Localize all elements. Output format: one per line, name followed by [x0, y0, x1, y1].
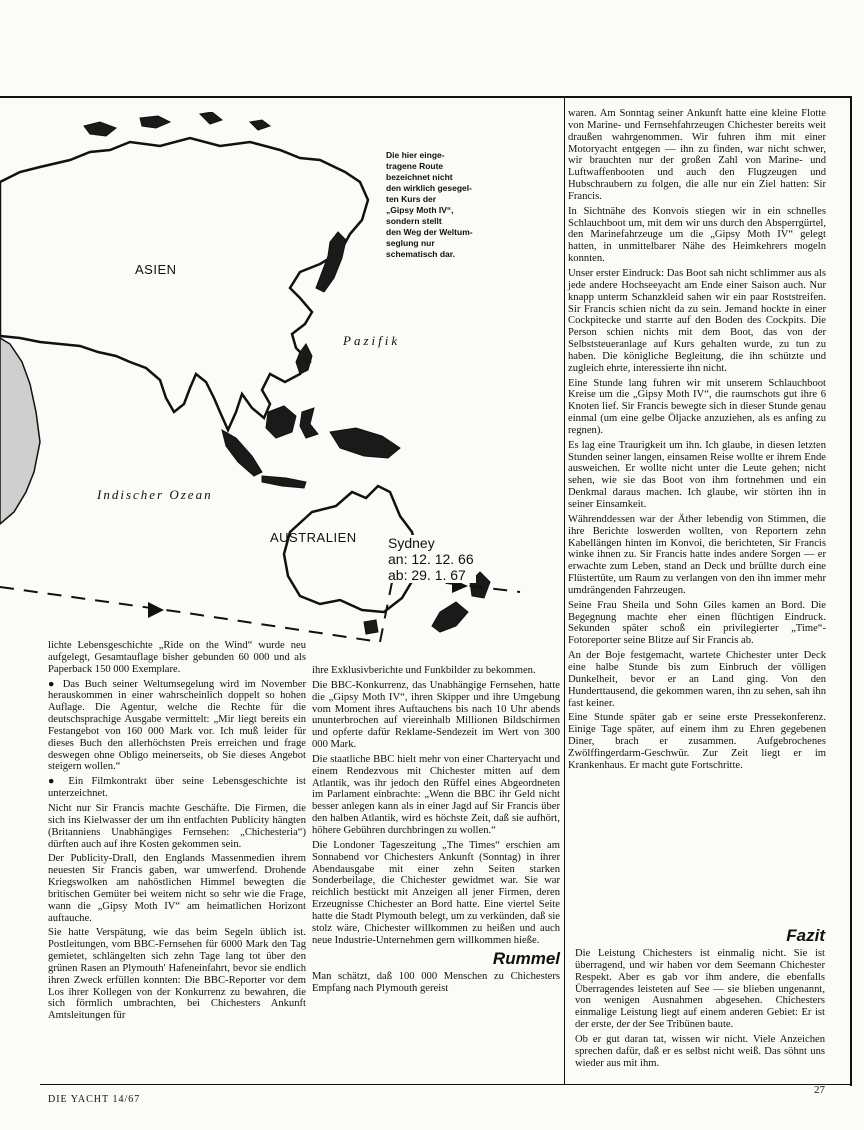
article-column-1 — [48, 640, 306, 1025]
sulawesi — [300, 408, 318, 438]
map-frame-top — [0, 96, 852, 98]
paragraph: Man schätzt, daß 100 000 Menschen zu Chichesters Empfang nach Plymouth gereist — [312, 971, 560, 995]
arctic-island — [200, 112, 222, 124]
borneo — [266, 406, 296, 438]
arctic-island — [140, 116, 170, 128]
page-number: 27 — [814, 1084, 825, 1096]
new-zealand — [432, 602, 468, 632]
sumatra — [222, 430, 262, 476]
paragraph: Eine Stunde lang fuhren wir mit unserem Schlauchboot Kreise um die „Gipsy Moth IV“, die raumschots gut ihre 6 Knoten lief. Sir Francis bewegte sich in dieser Stunde genau einmal (um eine gelbe Öljacke anzuziehen, als es anfing zu regnen). — [568, 377, 826, 436]
philippines — [296, 344, 312, 374]
bullet-paragraph: ● Ein Filmkontrakt über seine Lebensgeschichte ist unterzeichnet. — [48, 776, 306, 800]
footer-rule — [40, 1084, 852, 1085]
map-label-asia: ASIEN — [135, 262, 177, 277]
map-label-pacific: Pazifik — [343, 333, 401, 348]
paragraph: lichte Lebensgeschichte „Ride on the Wind“ wurde neu aufgelegt, Gesamtauflage bisher gebunden 60 000 und als Paperback 150 000 Exemplare. — [48, 640, 306, 675]
fazit-section — [575, 925, 825, 1072]
paragraph: ihre Exklusivberichte und Funkbilder zu bekommen. — [312, 665, 536, 676]
paragraph: Die Leistung Chichesters ist einmalig nicht. Sie ist überragend, und wir haben vor dem Seemann Chichester Respekt. Aber es gab vor ihm andere, die ebenfalls Überragendes leisteten auf See — sie blieben ungenannt, von wenigen Ausnahmen abgesehen. Chichesters einmalige Leistung liegt auf einem anderen Gebiet: Er ist der erste, der der See Tribünen baute. — [575, 948, 825, 1031]
paragraph: Die BBC-Konkurrenz, das Unabhängige Fernsehen, hatte die „Gipsy Moth IV“, ihren Skipper und ihre Umgebung vom Moment ihres Auftauchens bis nach 10 Uhr abends ununterbrochen auf viereinhalb Millionen Bildschirmen und opferte dafür Reklame-Sendezeit im Wert von 300 000 Mark. — [312, 679, 560, 751]
paragraph: Sie hatte Verspätung, wie das beim Segeln üblich ist. Postleitungen, vom BBC-Fernsehen für 6000 Mark den Tag gemietet, schlängelten sich zehn Tage lang tot über den grünen Rasen an Plymouth' Hafeneinfahrt, bevor sie endlich ihren Zweck erfüllen konnten: Die BBC-Reporter vor dem Los ihrer Kollegen von der Konkurrenz zu bewahren, die sich förmlich umbrachten, bei Chichesters Ankunft Amtsleitungen für — [48, 927, 306, 1022]
paragraph: Die Londoner Tageszeitung „The Times“ erschien am Sonnabend vor Chichesters Ankunft (Sonntag) in ihrer Abendausgabe mit einer zehn Seiten starken Sonderbeilage, die Chichester gewidmet war. Sie war reichlich bestückt mit Anzeigen all jener Firmen, deren Erzeugnisse Chichester an Bord hatte. Eine viertel Seite hatte die Stadt Plymouth belegt, um zu verkünden, daß sie stolz wäre, Chichester willkommen zu heißen und auch neue Industrie-Unternehmen gern willkommen hieße. — [312, 839, 560, 946]
section-heading-rummel: Rummel — [492, 949, 560, 969]
new-guinea — [330, 428, 400, 458]
paragraph: An der Boje festgemacht, wartete Chichester unter Deck eine halbe Stunde bis zum Einbruch der völligen Dunkelheit, bevor er an Land ging. Von den Hunderttausend, die gekommen waren, ihn zu sehen, sah ihn fast keiner. — [568, 650, 826, 709]
map-label-australia: AUSTRALIEN — [270, 530, 357, 545]
paragraph: Es lag eine Traurigkeit um ihn. Ich glaube, in diesen letzten Stunden seiner langen, einsamen Reise wollte er ihrem Ende ausweichen. Er wollte nicht unter die Leute gehen; nicht sehen, wie sie das Boot von ihm fortnehmen und ein Denkmal daraus machen. Ich glaube, wir störten ihn in seiner Einsamkeit. — [568, 439, 826, 510]
tasmania — [364, 620, 378, 634]
caption-line: den Weg der Weltum- — [386, 227, 473, 237]
magazine-footer: DIE YACHT 14/67 — [48, 1094, 141, 1105]
java — [262, 476, 306, 488]
caption-line: bezeichnet nicht — [386, 172, 453, 182]
section-heading-fazit: Fazit — [786, 926, 825, 945]
paragraph: In Sichtnähe des Konvois stiegen wir in ein schnelles Schlauchboot um, mit dem wir uns durch den Absperrgürtel, den Marinefahrzeuge um die „Gipsy Moth IV“ gelegt hatten, in unmittelbarer Nähe des Heimkehrers mogeln konnten. — [568, 205, 826, 265]
paragraph: Die staatliche BBC hielt mehr von einer Charteryacht und einem Rendezvous mit Chichester mitten auf dem Atlantik, was ihr jedoch den Rüffel eines Abgeordneten im Parlament einbrachte: „Wenn die BBC ihr Geld nicht besser anlegen kann als in einer Jagd auf Sir Francis über den halben Atlantik, wird es höchste Zeit, daß sie aufhört, höhere Gebühren durchbringen zu wollen.“ — [312, 753, 560, 836]
caption-line: schematisch dar. — [386, 249, 455, 259]
caption-line: seglung nur — [386, 238, 435, 248]
sydney-line: Sydney — [388, 535, 435, 551]
route-arrow — [148, 602, 164, 618]
bullet-paragraph: ● Das Buch seiner Weltumsegelung wird im November herauskommen in einer wahrscheinlich doppelt so hohen Auflage. Die Agentur, welche die Rechte für die deutschsprachige Ausgabe vermittelt: „Mir liegt bereits ein Festangebot von 160 000 Mark vor. Ich muß leider für dieses Buch den allerhöchsten Preis erreichen und frage deswegen ohne Obligo meinerseits, ob Sie dieses Angebot steigern wollen.“ — [48, 679, 306, 774]
paragraph: waren. Am Sonntag seiner Ankunft hatte eine kleine Flotte von Marine- und Fernsehfahrzeugen Chichester bereits weit draußen wahrgenommen. Wir fuhren ihm mit einer Motoryacht entgegen — ihn zu finden, war nicht schwer, wir brauchten nur der großen Zahl von Marine- und Luftwaffenbooten und auch den Flugzeugen und Hubschraubern zu folgen, die alle nur ein Ziel hatten: Sir Francis. — [568, 108, 826, 202]
sydney-line: an: 12. 12. 66 — [388, 551, 474, 567]
paragraph: Ob er gut daran tat, wissen wir nicht. Viele Anzeichen sprechen dafür, daß er es selbst nicht weiß. Das söhnt uns wieder aus mit ihm. — [575, 1033, 825, 1069]
sydney-annotation — [386, 535, 476, 583]
paragraph: Der Publicity-Drall, den Englands Massenmedien ihrem neuesten Sir Francis gaben, war umwerfend. Drohende Kriegswolken am nahöstlichen Himmel bewegten die britischen Gemüter bei weitem nicht so sehr wie die Frage, wann die „Gipsy Moth IV“ am heimatlichen Horizont auftauche. — [48, 853, 306, 924]
caption-line: den wirklich gesegel- — [386, 183, 472, 193]
caption-line: tragene Route — [386, 161, 444, 171]
caption-line: „Gipsy Moth IV“, — [386, 205, 454, 215]
arctic-island — [250, 120, 270, 130]
column-frame-right — [850, 96, 852, 1086]
column-divider — [564, 96, 565, 1084]
paragraph: Nicht nur Sir Francis machte Geschäfte. Die Firmen, die sich ins Kielwasser der um ihn entfachten Publicity hängten (Britanniens Unabhängiges Fernsehen: „Chichesteria“) dürften auch auf ihre Kosten gekommen sein. — [48, 802, 306, 850]
map-caption — [386, 150, 526, 260]
paragraph: Seine Frau Sheila und Sohn Giles kamen an Bord. Die Begegnung machte eher einen flüchtigen Eindruck. Sekunden später schoß ein privilegierter „Time“-Fotoreporter seine Blitze auf Sir Francis ab. — [568, 599, 826, 647]
caption-line: ten Kurs der — [386, 194, 437, 204]
map-label-indian-ocean: Indischer Ozean — [97, 487, 213, 502]
paragraph: Währenddessen war der Äther lebendig von Stimmen, die ihre Berichte loswerden wollten, von Reportern zehn Kabellängen hinten im Konvoi, die berichteten, Sir Francis winke ihnen zu. Sir Francis hatte indes andere Sorgen — er erwachte zum Leben, stand an Deck und brüllte durch eine Flüstertüte, um Raum zu verlangen von den ihn immer mehr umdrängenden Fahrzeugen. — [568, 513, 826, 596]
article-column-2 — [312, 665, 560, 998]
asia-coast-hatch — [0, 338, 40, 524]
asia-landmass — [0, 138, 368, 430]
arctic-island — [84, 122, 116, 136]
caption-line: sondern stellt — [386, 216, 442, 226]
paragraph: Eine Stunde später gab er seine erste Pressekonferenz. Einige Tage später, auf einem ihm zu Ehren gegebenen Diner, brach er zusammen. Aufgebrochenes Zwölffingerdarm-Geschwür. Zur Zeit liegt er im Krankenhaus. Er macht gute Fortschritte. — [568, 712, 826, 771]
paragraph: Unser erster Eindruck: Das Boot sah nicht schlimmer aus als jede andere Hochseeyacht am Ende einer Saison auch. Nur knapp unterm Schanzkleid sahen wir ein paar Roststreifen. Sir Francis schien nicht da zu sein. Jemand hockte in einer Cockpitecke und starrte auf den Boden des Cockpits. Die Person schien nichts mit dem Boot, das von der Selbststeueranlage auf Kurs gehalten wurde, zu tun zu haben. Die königliche Begleitung, die ihn schützte und zugleich ehrte, interessierte ihn nicht. — [568, 267, 826, 374]
sydney-line: ab: 29. 1. 67 — [388, 567, 466, 583]
caption-line: Die hier einge- — [386, 150, 445, 160]
article-column-3 — [568, 108, 826, 775]
